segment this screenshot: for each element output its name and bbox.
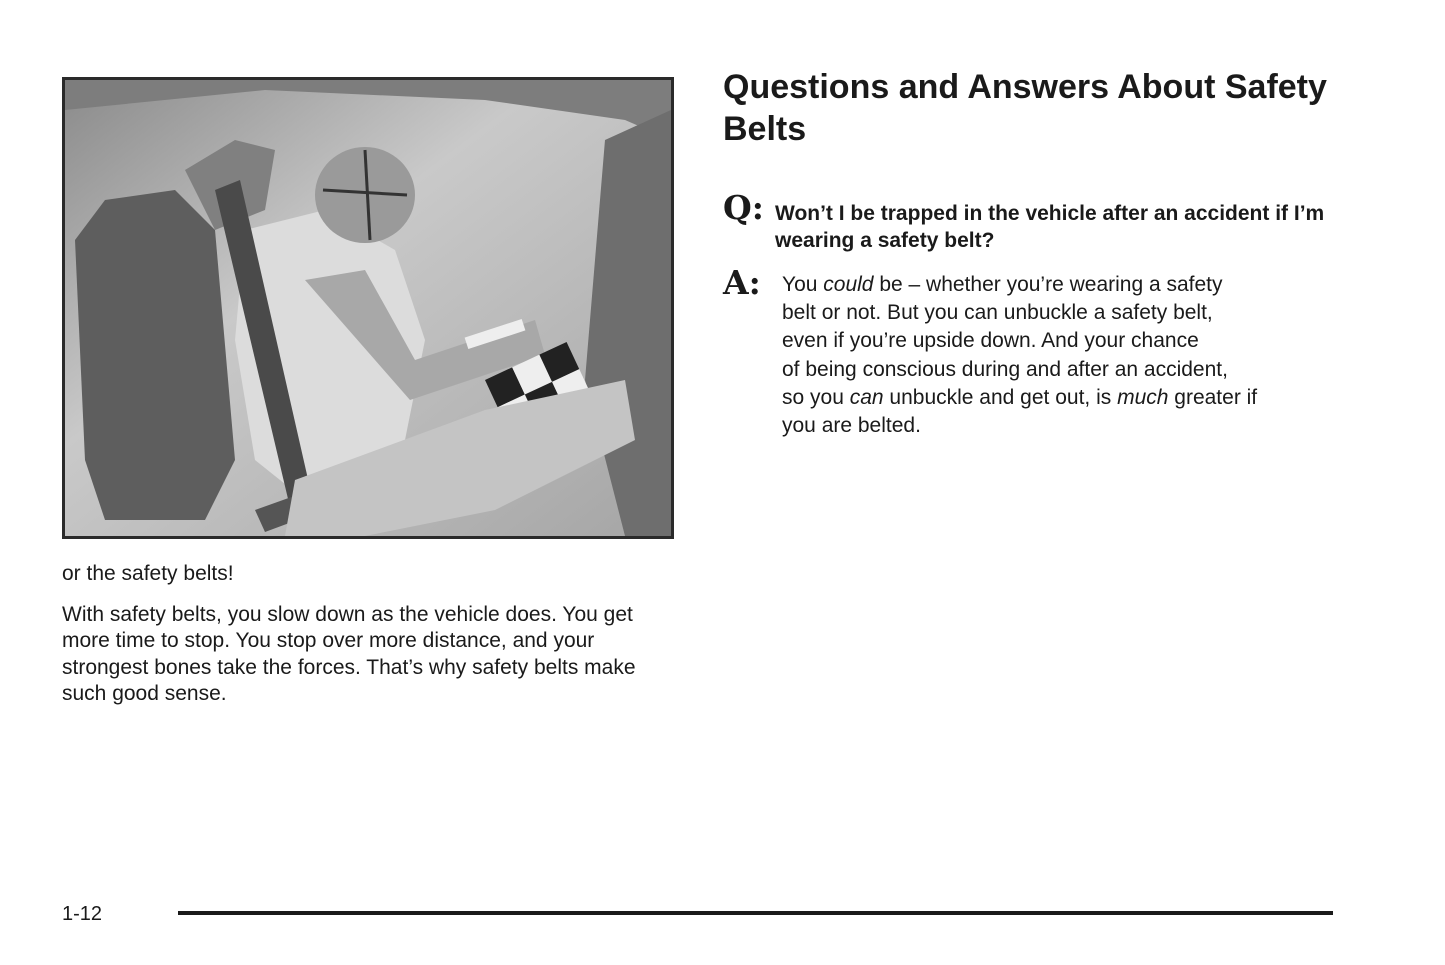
answer-line: you are belted. (782, 414, 921, 438)
answer-label: A: (723, 263, 761, 302)
question-label: Q: (723, 188, 764, 227)
crash-test-dummy-illustration (65, 80, 671, 536)
answer-line: even if you’re upside down. And your chance (782, 329, 1199, 353)
section-title: Questions and Answers About Safety Belts (723, 68, 1327, 148)
page-number: 1-12 (62, 903, 103, 925)
crash-test-photo (62, 77, 674, 539)
answer-line: so you can unbuckle and get out, is much greater if (782, 385, 1258, 409)
answer-line: of being conscious during and after an accident, (782, 357, 1228, 381)
left-column-text (62, 561, 682, 722)
footer-divider (178, 911, 1333, 915)
question-text: Won’t I be trapped in the vehicle after an accident if I’m wearing a safety belt? (775, 202, 1325, 252)
answer-line: belt or not. But you can unbuckle a safety belt, (782, 301, 1213, 325)
answer-line: You could be – whether you’re wearing a safety (782, 273, 1223, 296)
caption-text: or the safety belts! (62, 562, 234, 585)
answer-text (782, 271, 1362, 440)
body-paragraph: With safety belts, you slow down as the vehicle does. You get more time to stop. You stop over more distance, and your strongest bones take the forces. That’s why safety belts make such good sense. (62, 602, 636, 705)
